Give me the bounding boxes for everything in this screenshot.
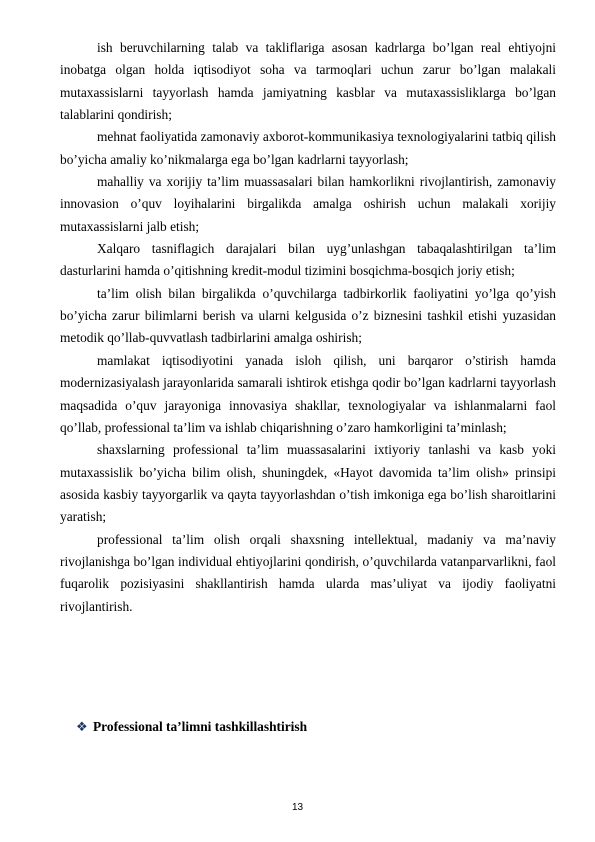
diamond-bullet-icon: ❖ bbox=[76, 720, 88, 735]
paragraph: shaxslarning professional ta’lim muassasalarini ixtiyoriy tanlashi va kasb yoki mutaxassislik bo’yicha bilim olish, shuningdek, «Hayot davomida ta’lim olish» prinsipi asosida kasbiy tayyorgarlik va qayta tayyorlashdan o’tish imkoniga ega bo’lish sharoitlarini yaratish; bbox=[60, 442, 556, 525]
page-number: 13 bbox=[291, 802, 304, 813]
paragraph: Xalqaro tasniflagich darajalari bilan uyg’unlashgan tabaqalashtirilgan ta’lim dasturlarini hamda o’qitishning kredit-modul tizimini bosqichma-bosqich joriy etish; bbox=[60, 241, 556, 279]
paragraph: mamlakat iqtisodiyotini yanada isloh qilish, uni barqaror o’stirish hamda modernizasiyalash jarayonlarida samarali ishtirok etishga qodir bo’lgan kadrlarni tayyorlash maqsadida o’quv jarayoniga innovasiya shakllar, texnologiyalar va ishlanmalarni faol qo’llab, professional ta’lim va ishlab chiqarishning o’zaro hamkorligini ta’minlash; bbox=[60, 352, 556, 435]
paragraph: mahalliy va xorijiy ta’lim muassasalari bilan hamkorlikni rivojlantirish, zamonaviy innovasion o’quv loyihalarini birgalikda amalga oshirish uchun malakali xorijiy mutaxassislarni jalb etish; bbox=[60, 174, 556, 234]
paragraph: professional ta’lim olish orqali shaxsning intellektual, madaniy va ma’naviy rivojlanishga bo’lgan individual ehtiyojlarini qondirish, o’quvchilarda vatanparvarlikni, faol fuqarolik pozisiyasini shakllantirish hamda ularda mas’uliyat va ijodiy faoliyatni rivojlantirish. bbox=[60, 531, 556, 614]
paragraph: ish beruvchilarning talab va takliflariga asosan kadrlarga bo’lgan real ehtiyojni inobatga olgan holda iqtisodiyot soha va tarmoqlari uchun zarur bo’lgan malakali mutaxassislarni tayyorlash hamda jamiyatning kasblar va mutaxassisliklarga bo’lgan talablarini qondirish; bbox=[60, 40, 556, 123]
section-heading bbox=[76, 718, 307, 737]
section-heading-text: Professional ta’limni tashkillashtirish bbox=[93, 719, 308, 734]
paragraph: ta’lim olish bilan birgalikda o’quvchilarga tadbirkorlik faoliyatini yo’lga qo’yish bo’yicha zarur bilimlarni berish va ularni kelgusida o’z biznesini tashkil etishi yuzasidan metodik qo’llab-quvvatlash tadbirlarini amalga oshirish; bbox=[60, 285, 556, 346]
paragraph: mehnat faoliyatida zamonaviy axborot-kommunikasiya texnologiyalarini tatbiq qilish bo’yicha amaliy ko’nikmalarga ega bo’lgan kadrlarni tayyorlash; bbox=[60, 129, 556, 167]
body-text bbox=[60, 37, 556, 618]
